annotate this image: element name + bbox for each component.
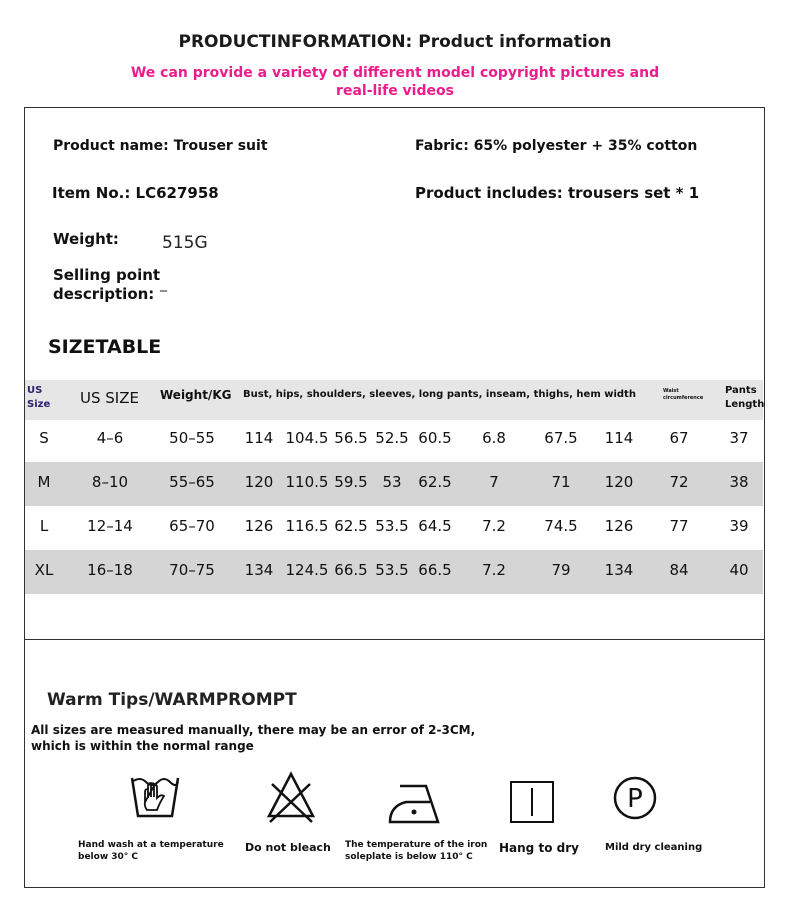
table-cell: 126	[244, 517, 274, 535]
table-cell: 7	[489, 473, 499, 491]
table-cell: 37	[729, 429, 749, 447]
product-name: Product name: Trouser suit	[53, 138, 268, 154]
table-cell: 66.5	[418, 561, 452, 579]
care-label-iron-line-2: soleplate is below 110° C	[345, 852, 473, 862]
table-cell: 62.5	[334, 517, 368, 535]
selling-point-label	[53, 266, 160, 304]
table-cell: 39	[729, 517, 749, 535]
dry-clean-icon	[612, 775, 658, 821]
table-cell: 79	[551, 561, 571, 579]
table-cell: 55–65	[169, 473, 215, 491]
tips-text	[31, 722, 475, 754]
table-cell: 56.5	[334, 429, 368, 447]
selling-point-label-line-1: Selling point	[53, 266, 161, 284]
care-label-bleach: Do not bleach	[245, 841, 331, 854]
header-measurements: Bust, hips, shoulders, sleeves, long pants, inseam, thighs, hem width	[243, 389, 636, 400]
table-cell: 62.5	[418, 473, 452, 491]
size-table-header	[25, 380, 763, 420]
table-row	[25, 418, 763, 462]
table-row	[25, 550, 763, 594]
table-cell: 6.8	[482, 429, 506, 447]
care-label-hand-wash-line-2: below 30° C	[78, 852, 139, 862]
header-pants-line-1: Pants	[725, 385, 757, 396]
table-cell: 134	[604, 561, 634, 579]
table-cell: 60.5	[418, 429, 452, 447]
table-cell: 74.5	[544, 517, 578, 535]
table-cell: 71	[551, 473, 571, 491]
care-label-hang-dry: Hang to dry	[499, 841, 579, 855]
header-us-line-1: US	[27, 385, 43, 396]
table-cell: 53	[382, 473, 402, 491]
table-cell: 124.5	[285, 561, 329, 579]
tips-title: Warm Tips/WARMPROMPT	[47, 690, 297, 710]
subtitle-line-2: real-life videos	[336, 83, 454, 99]
table-cell: 84	[669, 561, 689, 579]
table-cell: 52.5	[375, 429, 409, 447]
header-pants-length	[725, 384, 764, 412]
table-cell: 64.5	[418, 517, 452, 535]
table-cell: M	[37, 473, 51, 491]
selling-point-label-line-2: description:	[53, 285, 155, 303]
header-weight: Weight/KG	[160, 388, 232, 402]
weight-value: 515G	[162, 233, 208, 253]
table-cell: 67.5	[544, 429, 578, 447]
table-row	[25, 462, 763, 506]
table-cell: XL	[34, 561, 54, 579]
table-cell: 16–18	[87, 561, 133, 579]
care-label-hand-wash	[78, 839, 224, 863]
table-cell: 38	[729, 473, 749, 491]
table-cell: 67	[669, 429, 689, 447]
table-cell: 7.2	[482, 561, 506, 579]
table-cell: 116.5	[285, 517, 329, 535]
header-waist-line-1: Waist	[663, 388, 679, 394]
header-waist	[663, 388, 703, 402]
size-table-title: SIZETABLE	[48, 336, 162, 358]
table-cell: 53.5	[375, 517, 409, 535]
care-label-iron	[345, 839, 487, 863]
tips-line-2: which is within the normal range	[31, 739, 254, 753]
care-label-hand-wash-line-1: Hand wash at a temperature	[78, 840, 224, 850]
selling-point-value: _	[160, 276, 167, 292]
table-cell: 53.5	[375, 561, 409, 579]
table-cell: 65–70	[169, 517, 215, 535]
weight-label: Weight:	[53, 230, 119, 248]
header-us-size: US SIZE	[80, 389, 139, 407]
table-cell: 126	[604, 517, 634, 535]
table-cell: 4–6	[96, 429, 124, 447]
table-cell: 114	[604, 429, 634, 447]
table-cell: 120	[244, 473, 274, 491]
table-cell: 110.5	[285, 473, 329, 491]
table-cell: 66.5	[334, 561, 368, 579]
table-cell: 104.5	[285, 429, 329, 447]
table-cell: 70–75	[169, 561, 215, 579]
table-cell: 77	[669, 517, 689, 535]
tips-line-1: All sizes are measured manually, there may be an error of 2-3CM,	[31, 723, 476, 737]
header-pants-line-2: Length	[725, 399, 765, 410]
page-title: PRODUCTINFORMATION: Product information	[178, 32, 612, 52]
svg-text:P: P	[627, 784, 643, 814]
table-cell: 59.5	[334, 473, 368, 491]
table-cell: 114	[244, 429, 274, 447]
item-number: Item No.: LC627958	[52, 184, 219, 202]
hand-wash-icon	[130, 772, 180, 824]
subtitle-line-1: We can provide a variety of different model copyright pictures and	[130, 65, 660, 81]
header-us-line-2: Size	[27, 399, 51, 410]
hang-dry-icon	[509, 780, 555, 824]
care-label-dry-clean: Mild dry cleaning	[605, 842, 703, 853]
subtitle	[120, 64, 670, 100]
product-includes: Product includes: trousers set * 1	[415, 184, 700, 202]
care-label-iron-line-1: The temperature of the iron	[345, 840, 488, 850]
table-cell: 134	[244, 561, 274, 579]
header-us-size-small	[27, 384, 50, 412]
table-cell: 7.2	[482, 517, 506, 535]
table-cell: 8–10	[91, 473, 129, 491]
table-cell: 72	[669, 473, 689, 491]
table-cell: S	[39, 429, 49, 447]
iron-icon	[386, 780, 442, 824]
header-waist-line-2: circumference	[663, 395, 704, 401]
table-row	[25, 506, 763, 550]
table-cell: L	[39, 517, 49, 535]
fabric: Fabric: 65% polyester + 35% cotton	[415, 138, 698, 154]
do-not-bleach-icon	[266, 770, 316, 822]
table-cell: 50–55	[169, 429, 215, 447]
table-cell: 12–14	[87, 517, 133, 535]
table-cell: 120	[604, 473, 634, 491]
table-cell: 40	[729, 561, 749, 579]
